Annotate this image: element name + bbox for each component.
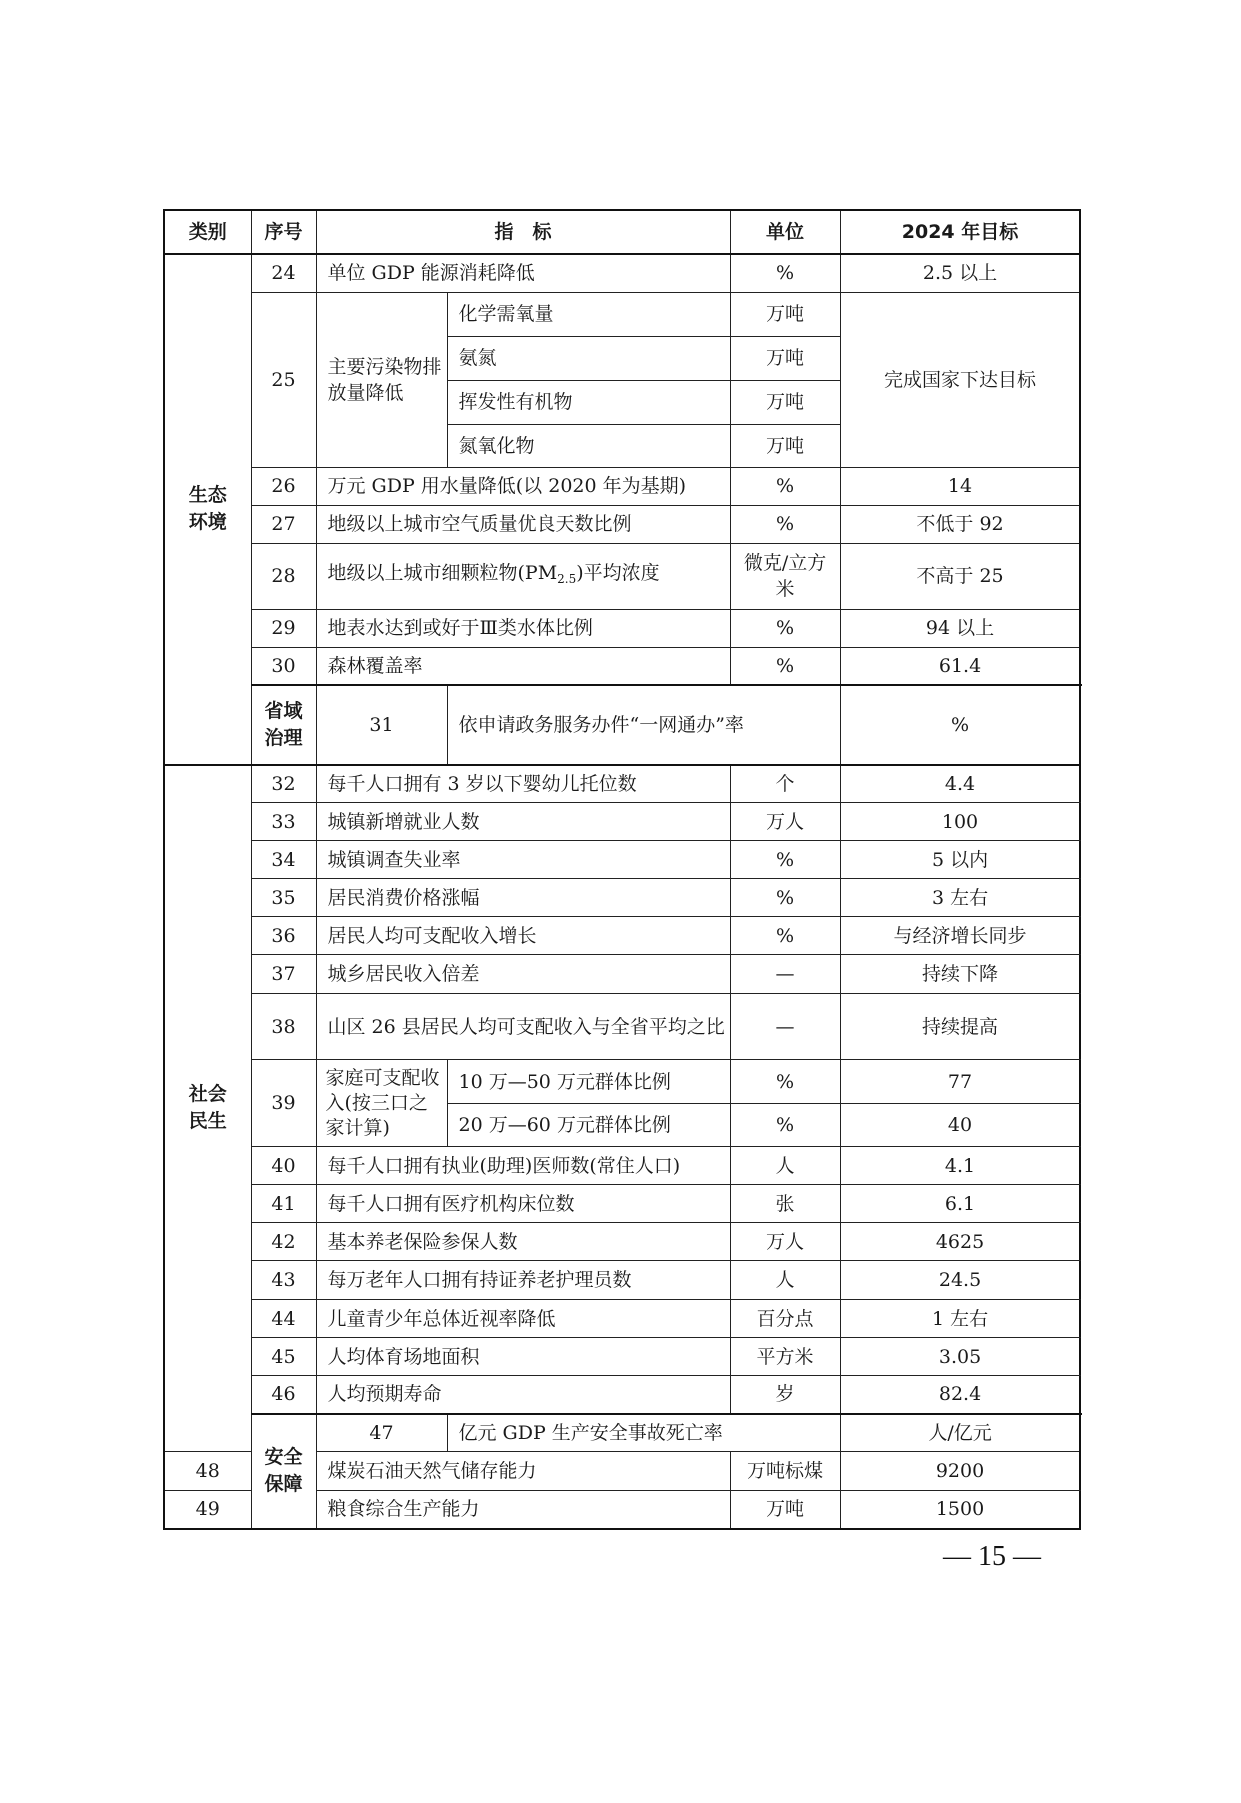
target-cell: 82.4 <box>840 1376 1080 1414</box>
indicator-cell: 居民消费价格涨幅 <box>316 879 730 917</box>
row-number: 30 <box>251 647 316 685</box>
table-row <box>164 254 1080 292</box>
indicator-table <box>163 209 1081 1530</box>
indicator-cell: 万元 GDP 用水量降低(以 2020 年为基期) <box>316 467 730 505</box>
row-number: 49 <box>164 1491 251 1529</box>
target-cell: 4625 <box>840 1223 1080 1261</box>
unit-cell: % <box>730 841 840 879</box>
indicator-cell: 亿元 GDP 生产安全事故死亡率 <box>447 1414 840 1452</box>
row-number: 27 <box>251 505 316 543</box>
table-row <box>164 1261 1080 1300</box>
unit-cell: 岁 <box>730 1376 840 1414</box>
sub-indicator-cell: 氨氮 <box>447 336 730 380</box>
table-row <box>164 1060 1080 1104</box>
table-row <box>164 467 1080 505</box>
header-number: 序号 <box>251 210 316 254</box>
row-number: 45 <box>251 1338 316 1376</box>
row-number: 34 <box>251 841 316 879</box>
target-cell: 4.4 <box>840 765 1080 803</box>
indicator-cell: 居民人均可支配收入增长 <box>316 917 730 955</box>
table-row <box>164 879 1080 917</box>
target-cell: 持续下降 <box>840 955 1080 994</box>
table-row <box>164 1185 1080 1223</box>
indicator-cell: 煤炭石油天然气储存能力 <box>316 1452 730 1491</box>
unit-cell: 张 <box>730 1185 840 1223</box>
unit-cell: 百分点 <box>730 1300 840 1338</box>
target-cell: 2.5 以上 <box>840 254 1080 292</box>
target-cell: 14 <box>840 467 1080 505</box>
unit-cell: 人 <box>730 1147 840 1185</box>
indicator-cell: 儿童青少年总体近视率降低 <box>316 1300 730 1338</box>
target-cell: 61.4 <box>840 647 1080 685</box>
table-row <box>164 1376 1080 1414</box>
row-number: 36 <box>251 917 316 955</box>
indicator-cell: 山区 26 县居民人均可支配收入与全省平均之比 <box>316 994 730 1060</box>
unit-cell: % <box>730 917 840 955</box>
sub-indicator-cell: 20 万—60 万元群体比例 <box>447 1104 730 1147</box>
unit-cell: % <box>730 1104 840 1147</box>
subscript-text: 2.5 <box>557 572 577 586</box>
row-number: 46 <box>251 1376 316 1414</box>
sub-indicator-cell: 挥发性有机物 <box>447 380 730 424</box>
row-number: 39 <box>251 1060 316 1147</box>
table-row <box>164 505 1080 543</box>
row-number: 40 <box>251 1147 316 1185</box>
table-row <box>164 1338 1080 1376</box>
unit-cell: 万吨 <box>730 380 840 424</box>
indicator-cell: 基本养老保险参保人数 <box>316 1223 730 1261</box>
row-number: 28 <box>251 543 316 609</box>
indicator-cell: 人均预期寿命 <box>316 1376 730 1414</box>
indicator-cell: 每千人口拥有 3 岁以下婴幼儿托位数 <box>316 765 730 803</box>
unit-cell: 个 <box>730 765 840 803</box>
table-row <box>164 994 1080 1060</box>
unit-cell: % <box>730 647 840 685</box>
unit-cell: 万吨 <box>730 424 840 467</box>
table-row <box>164 765 1080 803</box>
header-unit: 单位 <box>730 210 840 254</box>
target-cell: 100 <box>840 803 1080 841</box>
target-cell: 77 <box>840 1060 1080 1104</box>
target-cell: 与经济增长同步 <box>840 917 1080 955</box>
indicator-cell: 森林覆盖率 <box>316 647 730 685</box>
unit-cell: 万人 <box>730 1223 840 1261</box>
target-cell: 1500 <box>840 1491 1080 1529</box>
table-row <box>164 543 1080 609</box>
row-number: 37 <box>251 955 316 994</box>
row-number: 25 <box>251 292 316 467</box>
target-cell: 94 以上 <box>840 609 1080 647</box>
target-cell: 5 以内 <box>840 841 1080 879</box>
row-number: 24 <box>251 254 316 292</box>
row-number: 26 <box>251 467 316 505</box>
sub-indicator-cell: 化学需氧量 <box>447 292 730 336</box>
unit-cell: % <box>730 254 840 292</box>
target-cell: 40 <box>840 1104 1080 1147</box>
row-number: 29 <box>251 609 316 647</box>
unit-cell: — <box>730 994 840 1060</box>
table-row <box>164 803 1080 841</box>
unit-cell: 万吨标煤 <box>730 1452 840 1491</box>
unit-text: 微克/立方米 <box>743 552 827 600</box>
row-number: 43 <box>251 1261 316 1300</box>
table-row <box>164 955 1080 994</box>
target-cell: 9200 <box>840 1452 1080 1491</box>
category-governance <box>251 685 316 765</box>
row-number: 47 <box>316 1414 447 1452</box>
indicator-cell: 城镇调查失业率 <box>316 841 730 879</box>
table-row <box>164 609 1080 647</box>
category-label: 省域治理 <box>264 699 303 749</box>
unit-cell <box>730 543 840 609</box>
unit-cell: 万吨 <box>730 292 840 336</box>
indicator-cell: 地级以上城市空气质量优良天数比例 <box>316 505 730 543</box>
table-row <box>164 647 1080 685</box>
table-row <box>164 917 1080 955</box>
table-row <box>164 292 1080 336</box>
category-label: 安全保障 <box>264 1446 303 1495</box>
sub-indicator-cell: 10 万—50 万元群体比例 <box>447 1060 730 1104</box>
row-number: 35 <box>251 879 316 917</box>
row-number: 32 <box>251 765 316 803</box>
unit-cell: 万人 <box>730 803 840 841</box>
indicator-cell: 城镇新增就业人数 <box>316 803 730 841</box>
table-row <box>164 1223 1080 1261</box>
unit-cell: % <box>730 505 840 543</box>
row-number: 44 <box>251 1300 316 1338</box>
target-cell: 完成国家下达目标 <box>840 292 1080 467</box>
table-row <box>164 1300 1080 1338</box>
indicator-text: 地级以上城市细颗粒物(PM <box>327 562 558 584</box>
row-number: 42 <box>251 1223 316 1261</box>
category-livelihood <box>164 765 251 1452</box>
unit-cell: 人 <box>730 1261 840 1300</box>
indicator-cell <box>316 543 730 609</box>
row-number: 38 <box>251 994 316 1060</box>
table-header-row <box>164 210 1080 254</box>
unit-cell: 平方米 <box>730 1338 840 1376</box>
sub-indicator-cell: 氮氧化物 <box>447 424 730 467</box>
target-cell: 1 左右 <box>840 1300 1080 1338</box>
row-number: 33 <box>251 803 316 841</box>
category-ecology <box>164 254 251 765</box>
unit-cell: 万吨 <box>730 336 840 380</box>
target-cell: 持续提高 <box>840 994 1080 1060</box>
target-cell: 4.1 <box>840 1147 1080 1185</box>
target-cell: 不低于 92 <box>840 505 1080 543</box>
target-cell: 6.1 <box>840 1185 1080 1223</box>
indicator-text: )平均浓度 <box>576 562 660 584</box>
table-row <box>164 1147 1080 1185</box>
header-target: 2024 年目标 <box>840 210 1080 254</box>
indicator-cell: 地表水达到或好于Ⅲ类水体比例 <box>316 609 730 647</box>
category-label: 生态环境 <box>188 484 227 534</box>
row-number: 31 <box>316 685 447 765</box>
unit-cell: — <box>730 955 840 994</box>
header-category: 类别 <box>164 210 251 254</box>
unit-cell: % <box>730 879 840 917</box>
page-number: — 15 — <box>943 1541 1041 1572</box>
category-security <box>251 1414 316 1529</box>
indicator-group-cell: 家庭可支配收入(按三口之家计算) <box>316 1060 447 1147</box>
indicator-cell: 单位 GDP 能源消耗降低 <box>316 254 730 292</box>
category-label: 社会民生 <box>188 1083 227 1133</box>
row-number: 41 <box>251 1185 316 1223</box>
indicator-cell: 每千人口拥有医疗机构床位数 <box>316 1185 730 1223</box>
unit-cell: 万吨 <box>730 1491 840 1529</box>
indicator-cell: 人均体育场地面积 <box>316 1338 730 1376</box>
unit-cell: % <box>730 1060 840 1104</box>
unit-cell: % <box>730 609 840 647</box>
table-row <box>164 841 1080 879</box>
table-row <box>164 685 1080 765</box>
target-cell: 3.05 <box>840 1338 1080 1376</box>
indicator-cell: 每万老年人口拥有持证养老护理员数 <box>316 1261 730 1300</box>
target-cell: 不高于 25 <box>840 543 1080 609</box>
unit-cell: 人/亿元 <box>840 1414 1080 1452</box>
header-indicator: 指 标 <box>316 210 730 254</box>
indicator-cell: 每千人口拥有执业(助理)医师数(常住人口) <box>316 1147 730 1185</box>
unit-cell: % <box>840 685 1080 765</box>
unit-cell: % <box>730 467 840 505</box>
indicator-group-cell: 主要污染物排放量降低 <box>316 292 447 467</box>
target-cell: 24.5 <box>840 1261 1080 1300</box>
indicator-cell: 粮食综合生产能力 <box>316 1491 730 1529</box>
table-row <box>164 1414 1080 1452</box>
indicator-cell: 依申请政务服务办件“一网通办”率 <box>447 685 840 765</box>
row-number: 48 <box>164 1452 251 1491</box>
indicator-cell: 城乡居民收入倍差 <box>316 955 730 994</box>
target-cell: 3 左右 <box>840 879 1080 917</box>
